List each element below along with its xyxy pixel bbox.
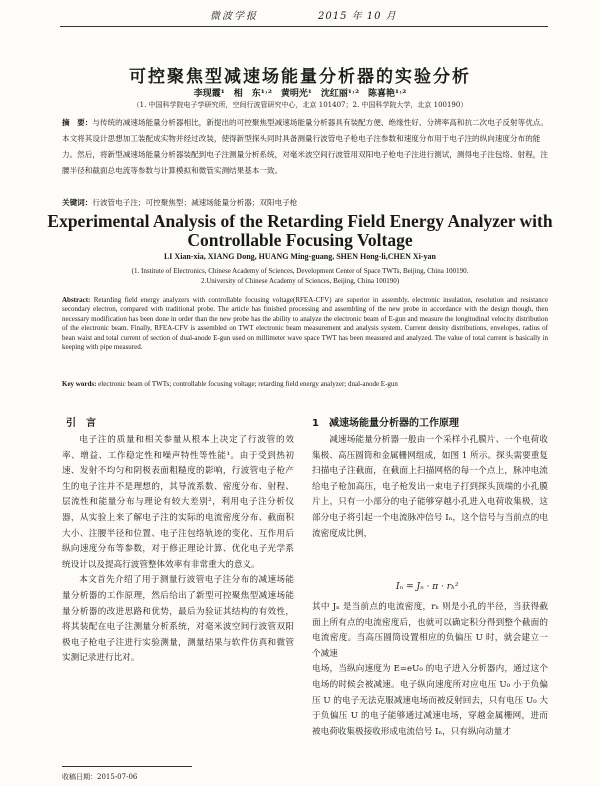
right-column-top — [312, 433, 548, 542]
journal-name: 微波学报 — [210, 11, 258, 22]
en-title: Experimental Analysis of the Retarding Field Energy Analyzer with Controllable Focusing Voltage — [47, 211, 553, 250]
cn-keywords-label: 关键词： — [62, 198, 93, 207]
principle-paragraph-3: 电场，当纵向速度为 E=eU₀ 的电子进入分析器内，通过这个电场的时候会被减速。电子纵向速度所对应电压 U₀ 小于负偏压 U 的电子无法克服减速电场而被反射回去，只有电压 U₀ 大于负偏压 U 的电子能够通过减速电场，穿越金属栅网，进而被电荷收集极接收形成电流信号 Iₙ，只有纵向动量才 — [312, 664, 548, 737]
en-keywords-label: Key words: — [62, 380, 97, 388]
issue-date: 2015 年 10 月 — [318, 11, 397, 22]
left-column — [62, 433, 294, 667]
intro-heading: 引 言 — [66, 418, 96, 429]
cn-abstract-text: 与传统的减速场能量分析器相比，新提出的可控聚焦型减速场能量分析器具有装配方便、绝缘性好、分辨率高和抗二次电子反射等优点。本文将其设计思想加工装配成实物并经过改装，使得新型探头同时具备测量行波管电子枪电子注参数和速度分布用于电子注的纵向速度分布的能力。然后，将新型减速场能量分析器装配到电子注测量分析系统，对毫米波空间行波管用双阳电子枪电子注进行测试，测得电子注包络、射程，注腰半径和截面总电流等参数与计算模拟和微管实测结果基本一致。 — [62, 118, 548, 175]
intro-paragraph-2: 本文首先介绍了用于测量行波管电子注分布的减速场能量分析器的工作原理，然后给出了新型可控聚焦型减速场能量分析器的改进思路和优势，最后为验证其结构的有效性，将其装配在电子注测量分析系统，对毫米波空间行波管双阳极电子枪电子注进行实验测量，测量结果与软件仿真和微管实测记录进行比对。 — [62, 575, 294, 664]
en-abstract-label: Abstract: — [62, 296, 91, 304]
intro-paragraph-1: 电子注的质量和相关参量从根本上决定了行波管的效率、增益、工作稳定性和噪声特性等性能¹。由于受到热初速、发射不均匀和阴极表面粗糙度的影响，行波管电子枪产生的电子注并不是理想的，其导流系数、密度分布、射程、层流性和能量分布与理论有较大差别²，利用电子注分析仪器，从实验上来了解电子注的实际的电流密度分布、截面积大小、注腰半径和位置、电子注包络轨迹的变化、互作用后纵向速度分布等参数，对于修正理论计算、优化电子光学系统设计以及提高行波管整体效率有非常重大的意义。 — [62, 435, 294, 570]
section-1-heading: 1 减速场能量分析器的工作原理 — [312, 418, 459, 429]
cn-title: 可控聚焦型减速场能量分析器的实验分析 — [129, 67, 471, 87]
cn-affiliation: （1. 中国科学院电子学研究所，空间行波管研究中心，北京 101407；2. 中国科学院大学，北京 100190） — [132, 101, 468, 109]
received-date: 收稿日期：2015-07-06 — [62, 773, 138, 781]
principle-paragraph-2: 其中 Jₙ 是当前点的电流密度，rₕ 则是小孔的半径，当获得截面上所有点的电流密度后，也就可以确定积分得到整个截面的电流密度。当高压圆筒设置相应的负偏压 U 时，就会建立一个减速 — [312, 602, 548, 659]
cn-abstract — [62, 115, 548, 179]
running-header — [0, 7, 600, 25]
en-affiliation — [40, 266, 560, 286]
en-authors: LI Xian-xia, XIANG Dong, HUANG Ming-guang, SHEN Hong-li,CHEN Xi-yan — [163, 252, 437, 261]
en-keywords-text: electronic beam of TWTs; controllable focusing voltage; retarding field energy analyzer; dual-anode E-gun — [98, 380, 398, 388]
en-affiliation-2: 2.University of Chinese Academy of Sciences, Beijing, China 100190) — [200, 277, 400, 285]
cn-authors: 李现霞¹ 相 东¹˒² 黄明光¹ 沈红丽¹˒² 陈喜艳¹˒² — [193, 89, 407, 99]
en-abstract-text: Retarding field energy analyzers with controllable focusing voltage(RFEA-CFV) are superior in assembly, electronic insulation, resolution and resistance secondary electron, compared with traditional probe. The article has finished processing and assembling of the new probe in accordance with the design though, then necessary modification has been done in order than the new probe has the ability to analyze the electronic beam of E-gun and measure the longitudinal velocity distribution of the electronic beam. Finally, RFEA-CFV is assembled on TWT electronic beam measurement and analysis system. Current density distributions, envelopes, radius of bean waist and total current of section of dual-anode E-gun used on millimeter wave space TWT has been measured and analyzed. The value of total current is basically in keeping with pipe measured. — [62, 296, 549, 352]
en-affiliation-1: (1. Institute of Electronics, Chinese Academy of Sciences, Development Center of Space TWTs, Beijing, China 100190. — [131, 267, 469, 275]
en-abstract — [62, 296, 548, 352]
header-rule — [60, 26, 548, 27]
principle-paragraph-1: 减速场能量分析器一般由一个采样小孔膜片、一个电荷收集极、高压圆筒和金属栅网组成，如图 1 所示。探头需要重复扫描电子注截面，在截面上扫描网格的每一个点上，脉冲电流给电子枪加高压，电子枪发出一束电子打到探头顶端的小孔膜片上，只有一小部分的电子能够穿越小孔进入电荷收集极，这部分电子将引起一个电流脉冲信号 Iₙ，这个信号与当前点的电流密度成比例， — [312, 435, 548, 539]
cn-keywords-text: 行波管电子注；可控聚焦型；减速场能量分析器；双阳电子枪 — [92, 198, 298, 207]
current-equation: Iₙ = Jₙ · π · rₕ² — [396, 582, 459, 592]
right-column-bottom — [312, 600, 548, 740]
footnote-rule — [62, 766, 192, 767]
en-keywords — [62, 380, 548, 389]
cn-keywords — [62, 197, 548, 209]
cn-abstract-label: 摘 要： — [62, 118, 93, 127]
